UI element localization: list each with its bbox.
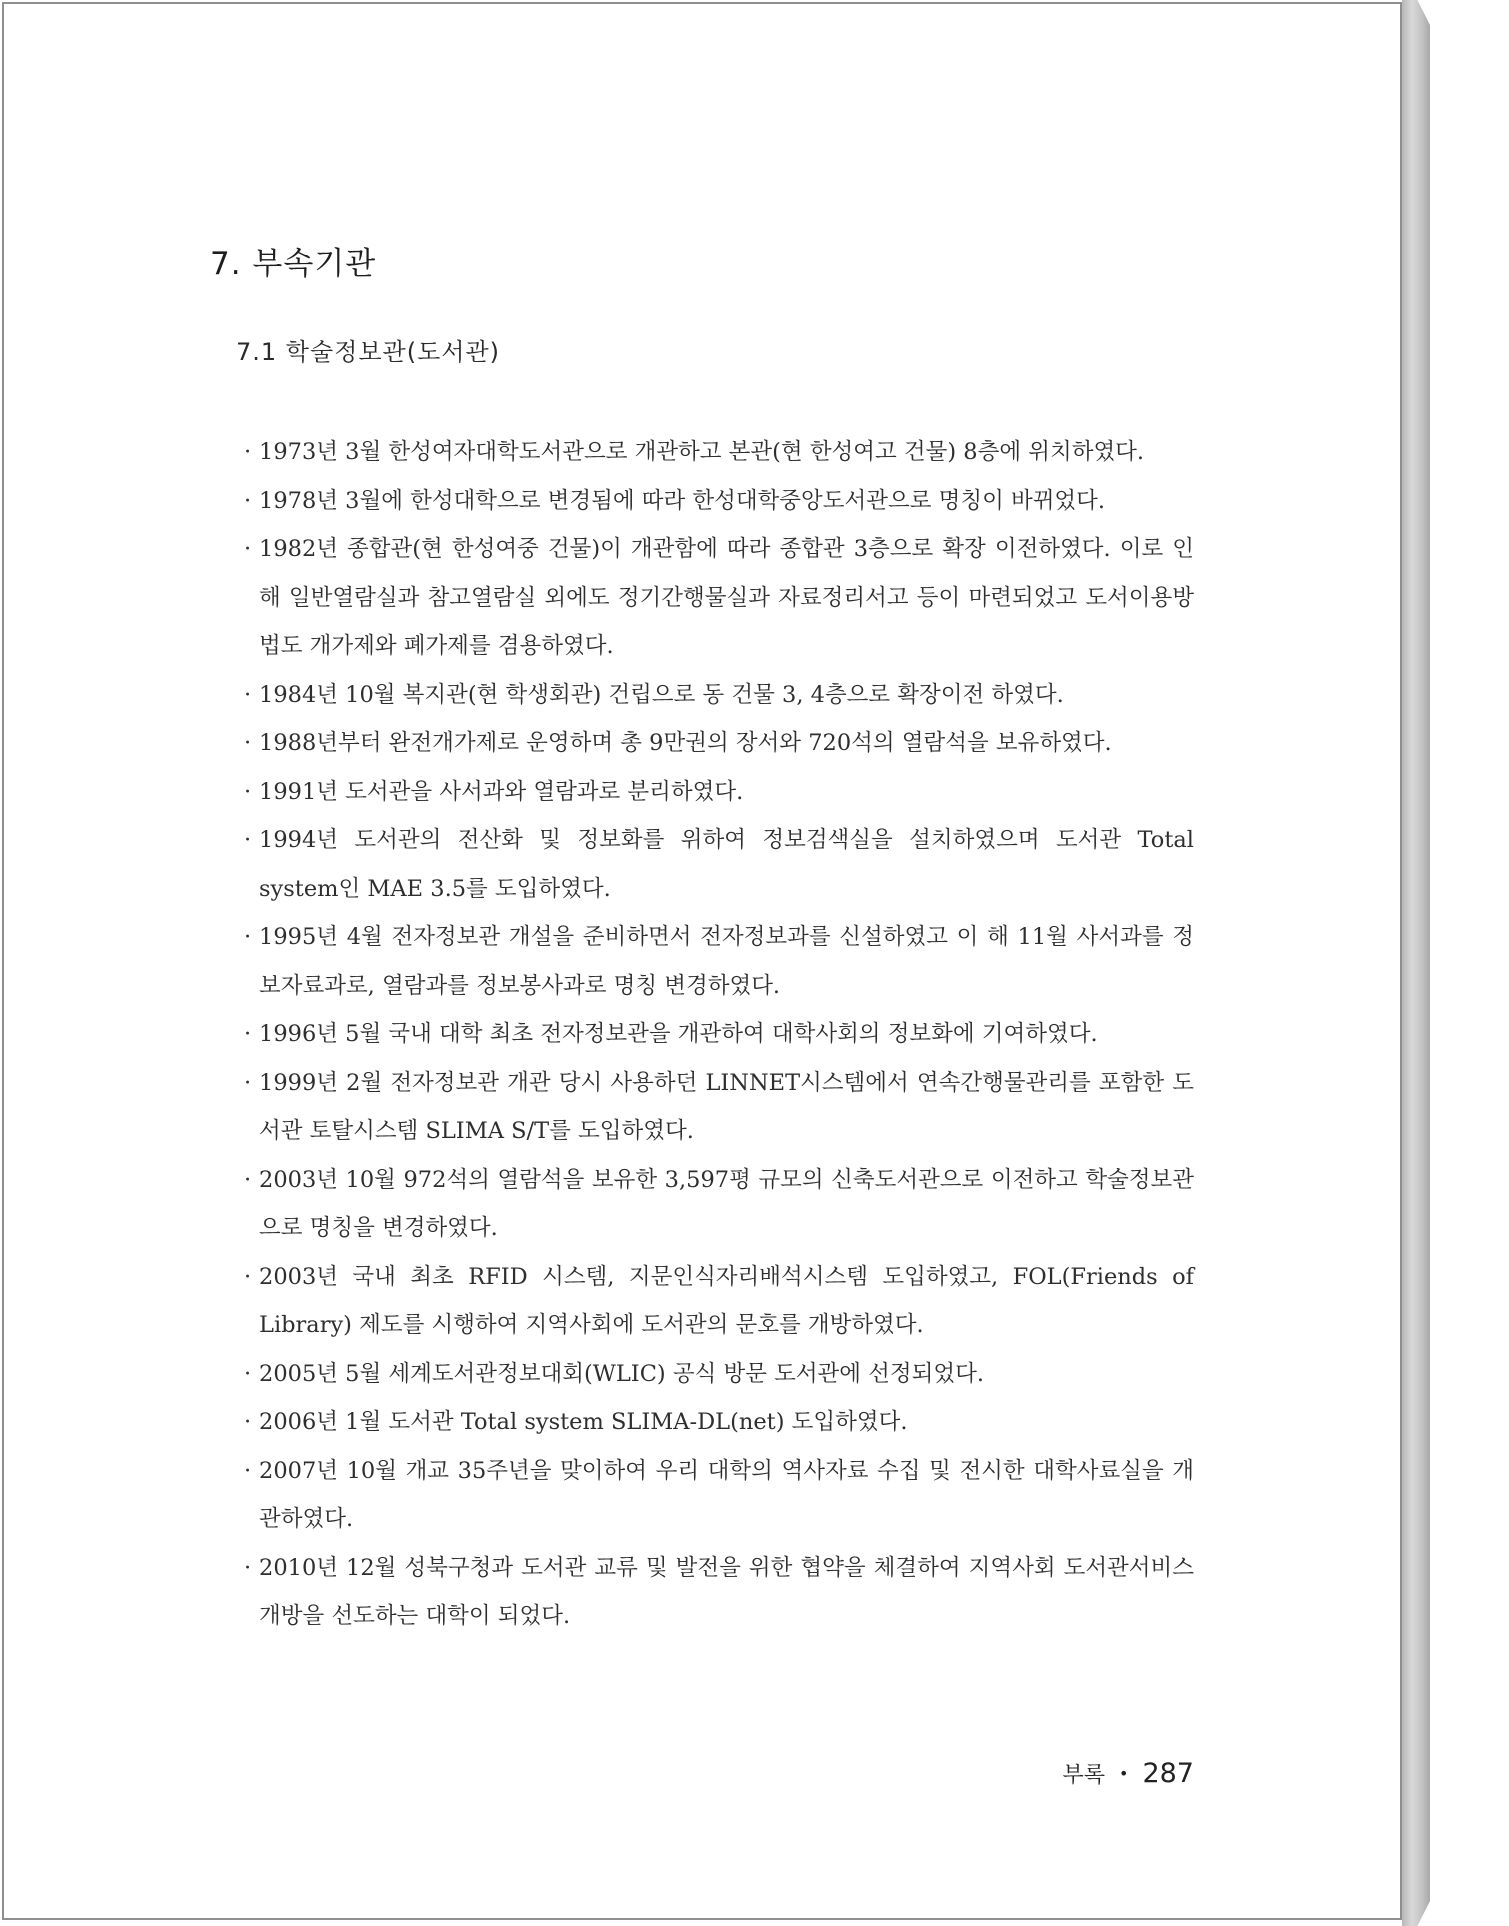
- list-item: · 1991년 도서관을 사서과와 열람과로 분리하였다.: [244, 768, 1194, 817]
- list-item: · 1984년 10월 복지관(현 학생회관) 건립으로 동 건물 3, 4층으로 확장이전 하였다.: [244, 671, 1194, 720]
- list-item: · 1978년 3월에 한성대학으로 변경됨에 따라 한성대학중앙도서관으로 명칭이 바뀌었다.: [244, 477, 1194, 526]
- list-item: · 1999년 2월 전자정보관 개관 당시 사용하던 LINNET시스템에서 연속간행물관리를 포함한 도서관 토탈시스템 SLIMA S/T를 도입하였다.: [244, 1059, 1194, 1156]
- list-item: · 1988년부터 완전개가제로 운영하며 총 9만권의 장서와 720석의 열람석을 보유하였다.: [244, 719, 1194, 768]
- list-item: · 2010년 12월 성북구청과 도서관 교류 및 발전을 위한 협약을 체결하여 지역사회 도서관서비스 개방을 선도하는 대학이 되었다.: [244, 1544, 1194, 1641]
- section-title: 7. 부속기관: [210, 246, 377, 282]
- page-footer: [1063, 1758, 1195, 1789]
- list-item: · 1994년 도서관의 전산화 및 정보화를 위하여 정보검색실을 설치하였으며 도서관 Total system인 MAE 3.5를 도입하였다.: [244, 816, 1194, 913]
- history-list: [244, 428, 1194, 1641]
- list-item: · 2007년 10월 개교 35주년을 맞이하여 우리 대학의 역사자료 수집 및 전시한 대학사료실을 개관하였다.: [244, 1447, 1194, 1544]
- page-number: 287: [1142, 1758, 1194, 1789]
- list-item: · 2003년 국내 최초 RFID 시스템, 지문인식자리배석시스템 도입하였고, FOL(Friends of Library) 제도를 시행하여 지역사회에 도서관의 문호를 개방하였다.: [244, 1253, 1194, 1350]
- list-item: · 1982년 종합관(현 한성여중 건물)이 개관함에 따라 종합관 3층으로 확장 이전하였다. 이로 인해 일반열람실과 참고열람실 외에도 정기간행물실과 자료정리서고 등이 마련되었고 도서이용방법도 개가제와 폐가제를 겸용하였다.: [244, 525, 1194, 671]
- list-item: · 2003년 10월 972석의 열람석을 보유한 3,597평 규모의 신축도서관으로 이전하고 학술정보관으로 명칭을 변경하였다.: [244, 1156, 1194, 1253]
- list-item: · 1995년 4월 전자정보관 개설을 준비하면서 전자정보과를 신설하였고 이 해 11월 사서과를 정보자료과로, 열람과를 정보봉사과로 명칭 변경하였다.: [244, 913, 1194, 1010]
- footer-separator: •: [1119, 1764, 1129, 1783]
- list-item: · 1973년 3월 한성여자대학도서관으로 개관하고 본관(현 한성여고 건물) 8층에 위치하였다.: [244, 428, 1194, 477]
- list-item: · 2005년 5월 세계도서관정보대회(WLIC) 공식 방문 도서관에 선정되었다.: [244, 1350, 1194, 1399]
- list-item: · 2006년 1월 도서관 Total system SLIMA-DL(net) 도입하였다.: [244, 1398, 1194, 1447]
- subsection-title: 7.1 학술정보관(도서관): [236, 338, 500, 366]
- list-item: · 1996년 5월 국내 대학 최초 전자정보관을 개관하여 대학사회의 정보화에 기여하였다.: [244, 1010, 1194, 1059]
- footer-label: 부록: [1062, 1763, 1106, 1788]
- page-stack-edge: [1402, 0, 1430, 1926]
